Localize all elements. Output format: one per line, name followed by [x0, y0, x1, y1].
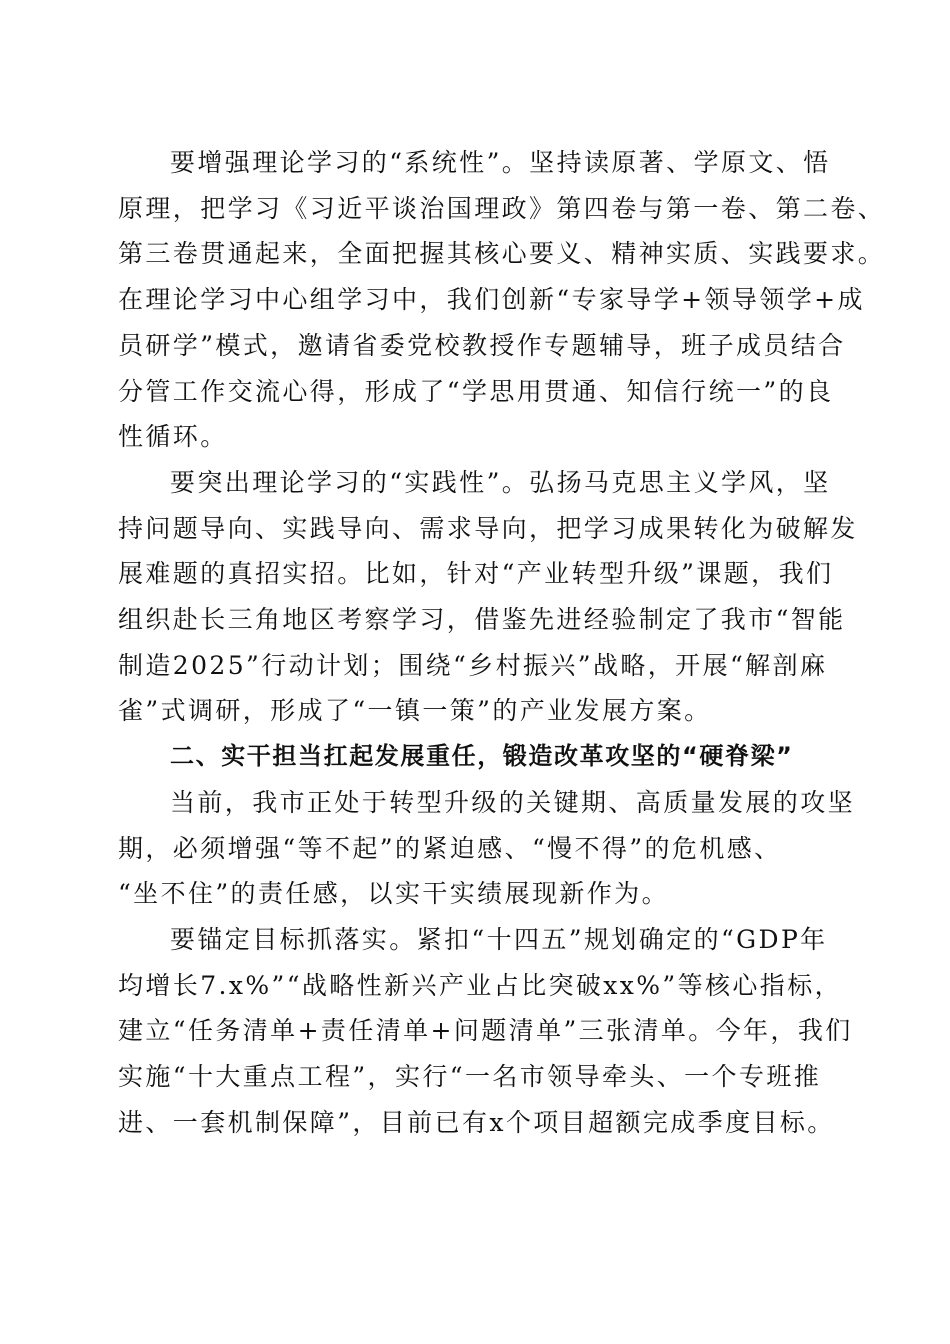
text-line: 制造2025”行动计划；围绕“乡村振兴”战略，开展“解剖麻: [118, 650, 828, 680]
section-heading: [118, 734, 834, 780]
text-line: 分管工作交流心得，形成了“学思用贯通、知信行统一”的良: [118, 376, 834, 406]
text-line: 持问题导向、实践导向、需求导向，把学习成果转化为破解发: [118, 513, 858, 543]
text-line: 建立“任务清单+责任清单+问题清单”三张清单。今年，我们: [118, 1016, 853, 1046]
text-line: 实施“十大重点工程”，实行“一名市领导牵头、一个专班推: [118, 1062, 822, 1092]
section-heading-text: 二、实干担当扛起发展重任，锻造改革攻坚的“硬脊梁”: [170, 742, 794, 771]
text-line: 进、一套机制保障”，目前已有x个项目超额完成季度目标。: [118, 1107, 835, 1137]
text-line: 要突出理论学习的“实践性”。弘扬马克思主义学风，坚: [170, 467, 831, 497]
text-line: 要增强理论学习的“系统性”。坚持读原著、学原文、悟: [170, 148, 831, 177]
text-line: “坐不住”的责任感，以实干实绩展现新作为。: [118, 879, 669, 909]
text-line: 均增长7.x%”“战略性新兴产业占比突破xx%”等核心指标，: [118, 970, 843, 1000]
paragraph-practical-study: [118, 460, 858, 734]
text-line: 第三卷贯通起来，全面把握其核心要义、精神实质、实践要求。: [118, 239, 886, 269]
text-line: 员研学”模式，邀请省委党校教授作专题辅导，班子成员结合: [118, 330, 846, 360]
text-line: 组织赴长三角地区考察学习，借鉴先进经验制定了我市“智能: [118, 605, 846, 635]
text-line: 在理论学习中心组学习中，我们创新“专家导学+领导领学+成: [118, 285, 865, 315]
paragraph-target-implementation: [118, 917, 853, 1146]
paragraph-systematic-study: [118, 140, 886, 460]
text-line: 性循环。: [118, 422, 228, 452]
text-line: 雀”式调研，形成了“一镇一策”的产业发展方案。: [118, 696, 712, 726]
text-line: 原理，把学习《习近平谈治国理政》第四卷与第一卷、第二卷、: [118, 193, 886, 223]
text-line: 要锚定目标抓落实。紧扣“十四五”规划确定的“GDP年: [170, 924, 828, 954]
document-body: [118, 140, 886, 1145]
text-line: 期，必须增强“等不起”的紧迫感、“慢不得”的危机感、: [118, 833, 782, 863]
text-line: 展难题的真招实招。比如，针对“产业转型升级”课题，我们: [118, 559, 834, 589]
text-line: 当前，我市正处于转型升级的关键期、高质量发展的攻坚: [170, 787, 856, 817]
paragraph-current-situation: [118, 780, 856, 917]
